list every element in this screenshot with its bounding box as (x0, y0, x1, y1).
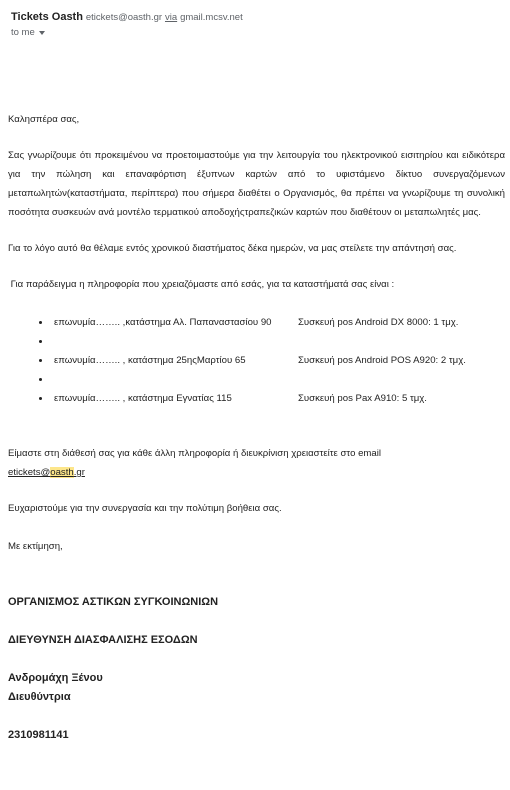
via-link[interactable]: via (164, 12, 178, 23)
greeting: Καλησπέρα σας, (8, 114, 80, 125)
sender-line (11, 11, 510, 24)
signature-name: Ανδρομάχη Ξένου (8, 672, 103, 684)
signature-org: ΟΡΓΑΝΙΣΜΟΣ ΑΣΤΙΚΩΝ ΣΥΓΚΟΙΝΩΝΙΩΝ (8, 596, 219, 608)
list-item-store: επωνυμία…….. , κατάστημα Εγνατίας 115 (54, 393, 232, 404)
chevron-down-icon[interactable] (39, 31, 45, 35)
list-item-device: Συσκευή pos Pax A910: 5 τμχ. (298, 393, 427, 404)
email-header (11, 11, 510, 38)
paragraph-contact: Είμαστε στη διάθεσή σας για κάθε άλλη πληροφορία ή διευκρίνιση χρειαστείτε στο email (8, 448, 381, 459)
email-link-prefix: etickets@ (8, 467, 51, 478)
list-item-store: επωνυμία…….. ,κατάστημα Αλ. Παπαναστασίου 90 (54, 317, 272, 328)
paragraph-intro: Σας γνωρίζουμε ότι προκειμένου να προετοιμαστούμε για την λειτουργία του ηλεκτρονικού εισιτηρίου και ειδικότερα για την πώληση και επαναφόρτιση έξυπνων καρτών από το υφιστάμενο δίκτυο συνεργαζόμενων μεταπωλητών(καταστήματα, περίπτερα) που σήμερα διαθέτει ο Οργανισμός, θα πρέπει να γνωρίζουμε τη συνολική ποσότητα συσκευών ανά μοντέλο τερματικού αποδοχήςτραπεζικών καρτών που διαθέτουν οι μεταπωλητές μας. (8, 150, 505, 218)
signature-phone: 2310981141 (8, 729, 69, 741)
recipient-label: to me (11, 27, 35, 38)
example-list (8, 313, 505, 408)
list-item (8, 313, 505, 332)
email-link-highlight: oasth (50, 467, 74, 478)
email-link-line (8, 463, 505, 482)
list-item-device: Συσκευή pos Android DX 8000: 1 τμχ. (298, 317, 459, 328)
via-domain: gmail.mcsv.net (180, 12, 243, 23)
email-body (8, 110, 505, 745)
list-item-device: Συσκευή pos Android POS A920: 2 τμχ. (298, 355, 466, 366)
paragraph-deadline: Για το λόγο αυτό θα θέλαμε εντός χρονικού διαστήματος δέκα ημερών, να μας στείλετε την απάντησή σας. (8, 243, 457, 254)
list-item-store: επωνυμία…….. , κατάστημα 25ηςΜαρτίου 65 (54, 355, 246, 366)
sender-name[interactable]: Tickets Oasth (11, 11, 83, 23)
email-link[interactable] (8, 467, 85, 478)
list-item (8, 351, 505, 370)
list-item (8, 389, 505, 408)
signature-role: Διευθύντρια (8, 691, 71, 703)
signature-dept: ΔΙΕΥΘΥΝΣΗ ΔΙΑΣΦΑΛΙΣΗΣ ΕΣΟΔΩΝ (8, 634, 198, 646)
paragraph-example: Για παράδειγμα η πληροφορία που χρειαζόμαστε από εσάς, για τα καταστήματά σας είναι : (8, 279, 395, 290)
email-link-suffix: .gr (73, 467, 85, 478)
sender-email[interactable]: etickets@oasth.gr (85, 12, 163, 23)
recipient-details-toggle[interactable] (11, 27, 510, 38)
list-item (8, 332, 505, 351)
paragraph-thanks: Ευχαριστούμε για την συνεργασία και την πολύτιμη βοήθεια σας. (8, 503, 282, 514)
list-item (8, 370, 505, 389)
closing: Με εκτίμηση, (8, 541, 63, 552)
